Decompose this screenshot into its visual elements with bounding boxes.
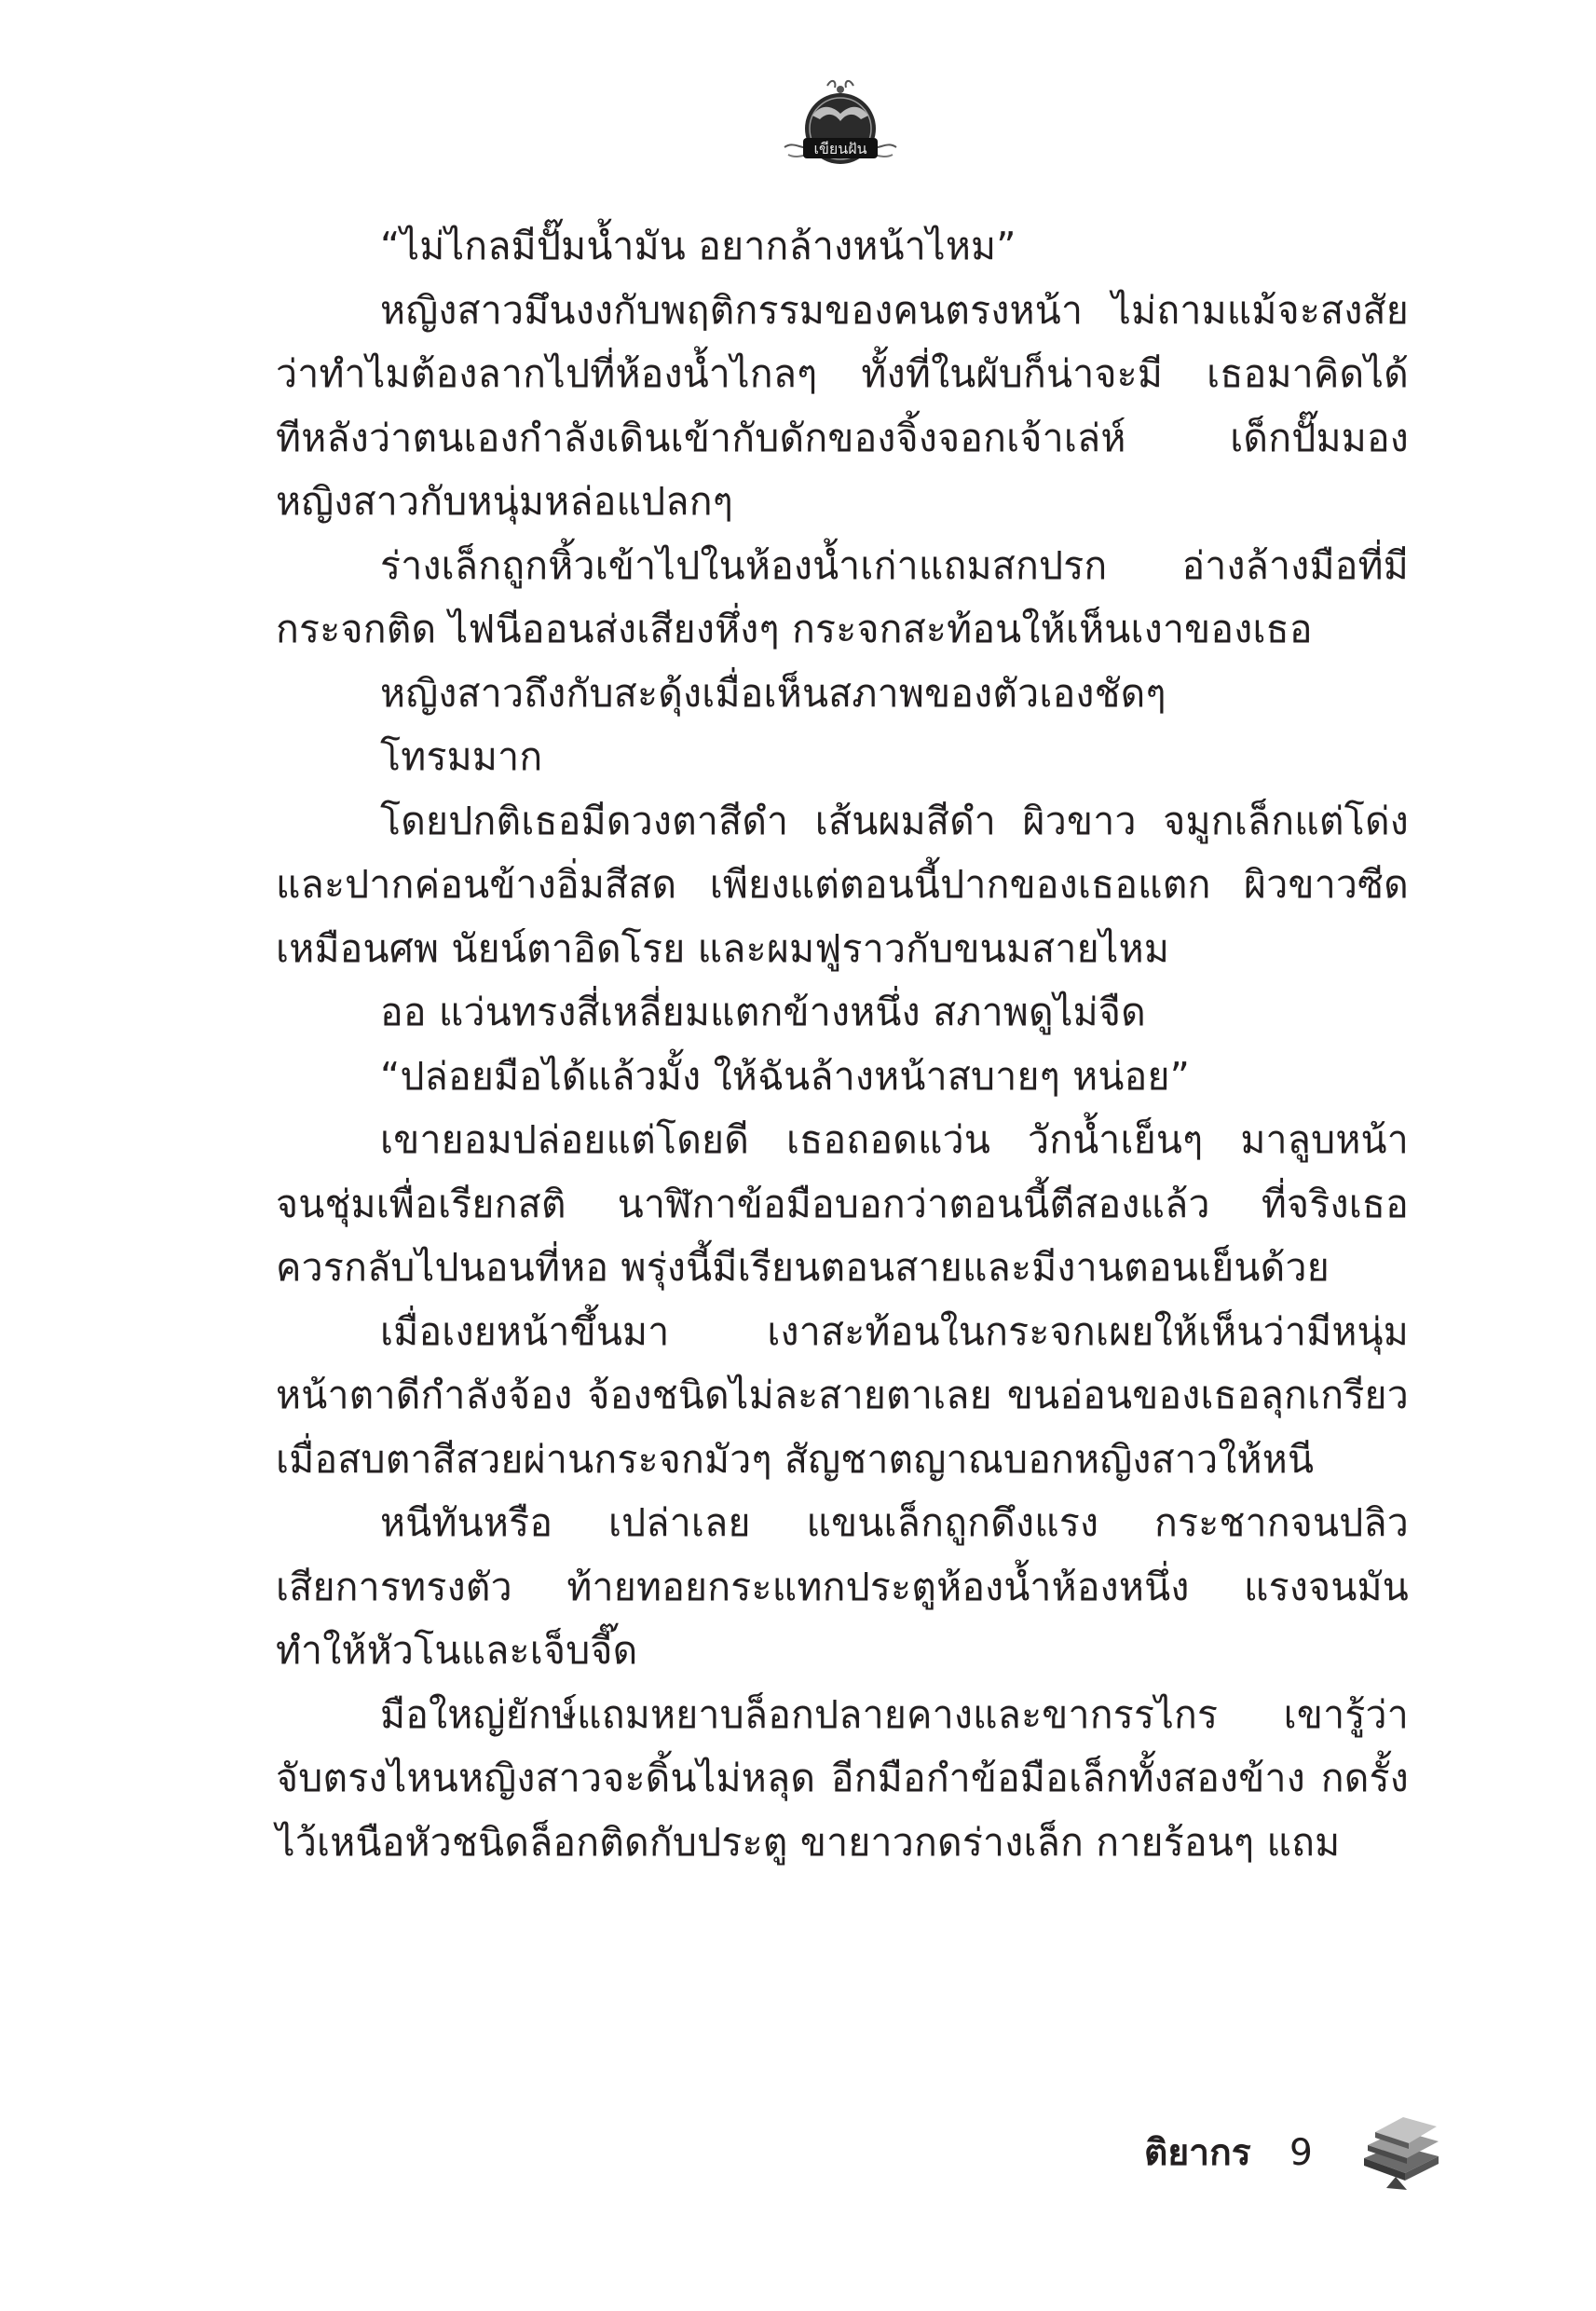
paragraph-line: หญิงสาวกับหนุ่มหล่อแปลกๆ (276, 479, 733, 524)
paragraph-line: และปากค่อนข้างอิ่มสีสด เพียงแต่ตอนนี้ปากของเธอแตก ผิวขาวซีด (276, 862, 1409, 907)
paragraph-line: กระจกติด ไฟนีออนส่งเสียงหึ่งๆ กระจกสะท้อนให้เห็นเงาของเธอ (276, 607, 1313, 651)
book-stack-icon (1358, 2104, 1444, 2197)
page-number: 9 (1289, 2132, 1313, 2174)
paragraph-first-line: “ปล่อยมือได้แล้วมั้ง ให้ฉันล้างหน้าสบายๆ หน่อย” (380, 1053, 1191, 1099)
paragraph-line: จับตรงไหนหญิงสาวจะดิ้นไม่หลุด อีกมือกำข้อมือเล็กทั้งสองข้าง กดรั้ง (276, 1756, 1409, 1800)
publisher-logo-text: เขียนฝัน (813, 140, 867, 157)
paragraph-first-line: ออ แว่นทรงสี่เหลี่ยมแตกข้างหนึ่ง สภาพดูไม่จืด (380, 990, 1146, 1034)
paragraph-line: จนชุ่มเพื่อเรียกสติ นาฬิกาข้อมือบอกว่าตอนนี้ตีสองแล้ว ที่จริงเธอ (276, 1181, 1409, 1226)
paragraph-line: ควรกลับไปนอนที่หอ พรุ่งนี้มีเรียนตอนสายและมีงานตอนเย็นด้วย (276, 1245, 1330, 1290)
paragraph-first-line: โดยปกติเธอมีดวงตาสีดำ เส้นผมสีดำ ผิวขาว จมูกเล็กแต่โด่ง (380, 798, 1409, 843)
running-footer-title: ติยากร (1144, 2132, 1251, 2174)
paragraph-first-line: หนีทันหรือ เปล่าเลย แขนเล็กถูกดึงแรง กระชากจนปลิว (380, 1500, 1409, 1545)
paragraph-first-line: “ไม่ไกลมีปั๊มน้ำมัน อยากล้างหน้าไหม” (380, 224, 1016, 268)
paragraph-first-line: โทรมมาก (380, 734, 543, 779)
paragraph-line: ทีหลังว่าตนเองกำลังเดินเข้ากับดักของจิ้งจอกเจ้าเล่ห์ เด็กปั๊มมอง (276, 415, 1409, 460)
paragraph-line: เหมือนศพ นัยน์ตาอิดโรย และผมฟูราวกับขนมสายไหม (276, 925, 1170, 971)
paragraph-line: ทำให้หัวโนและเจ็บจี๊ด (276, 1628, 638, 1673)
paragraph-line: ว่าทำไมต้องลากไปที่ห้องน้ำไกลๆ ทั้งที่ในผับก็น่าจะมี เธอมาคิดได้ (276, 351, 1409, 396)
body-text (276, 214, 1409, 1874)
paragraph-first-line: ร่างเล็กถูกหิ้วเข้าไปในห้องน้ำเก่าแถมสกปรก อ่างล้างมือที่มี (380, 542, 1409, 588)
paragraph-line: หน้าตาดีกำลังจ้อง จ้องชนิดไม่ละสายตาเลย ขนอ่อนของเธอลุกเกรียว (276, 1373, 1409, 1417)
paragraph-line: ไว้เหนือหัวชนิดล็อกติดกับประตู ขายาวกดร่างเล็ก กายร้อนๆ แถม (276, 1819, 1341, 1865)
paragraph-first-line: หญิงสาวมึนงงกับพฤติกรรมของคนตรงหน้า ไม่ถามแม้จะสงสัย (380, 287, 1409, 333)
paragraph-line: เสียการทรงตัว ท้ายทอยกระแทกประตูห้องน้ำห้องหนึ่ง แรงจนมัน (276, 1564, 1409, 1609)
paragraph-first-line: มือใหญ่ยักษ์แถมหยาบล็อกปลายคางและขากรรไกร เขารู้ว่า (380, 1691, 1409, 1737)
paragraph-first-line: เขายอมปล่อยแต่โดยดี เธอถอดแว่น วักน้ำเย็นๆ มาลูบหน้า (380, 1117, 1409, 1162)
paragraph-line: เมื่อสบตาสีสวยผ่านกระจกมัวๆ สัญชาตญาณบอกหญิงสาวให้หนี (276, 1436, 1315, 1482)
paragraph-first-line: เมื่อเงยหน้าขึ้นมา เงาสะท้อนในกระจกเผยให้เห็นว่ามีหนุ่ม (380, 1308, 1409, 1354)
publisher-logo-icon (775, 75, 906, 179)
paragraph-first-line: หญิงสาวถึงกับสะดุ้งเมื่อเห็นสภาพของตัวเองชัดๆ (380, 670, 1166, 716)
